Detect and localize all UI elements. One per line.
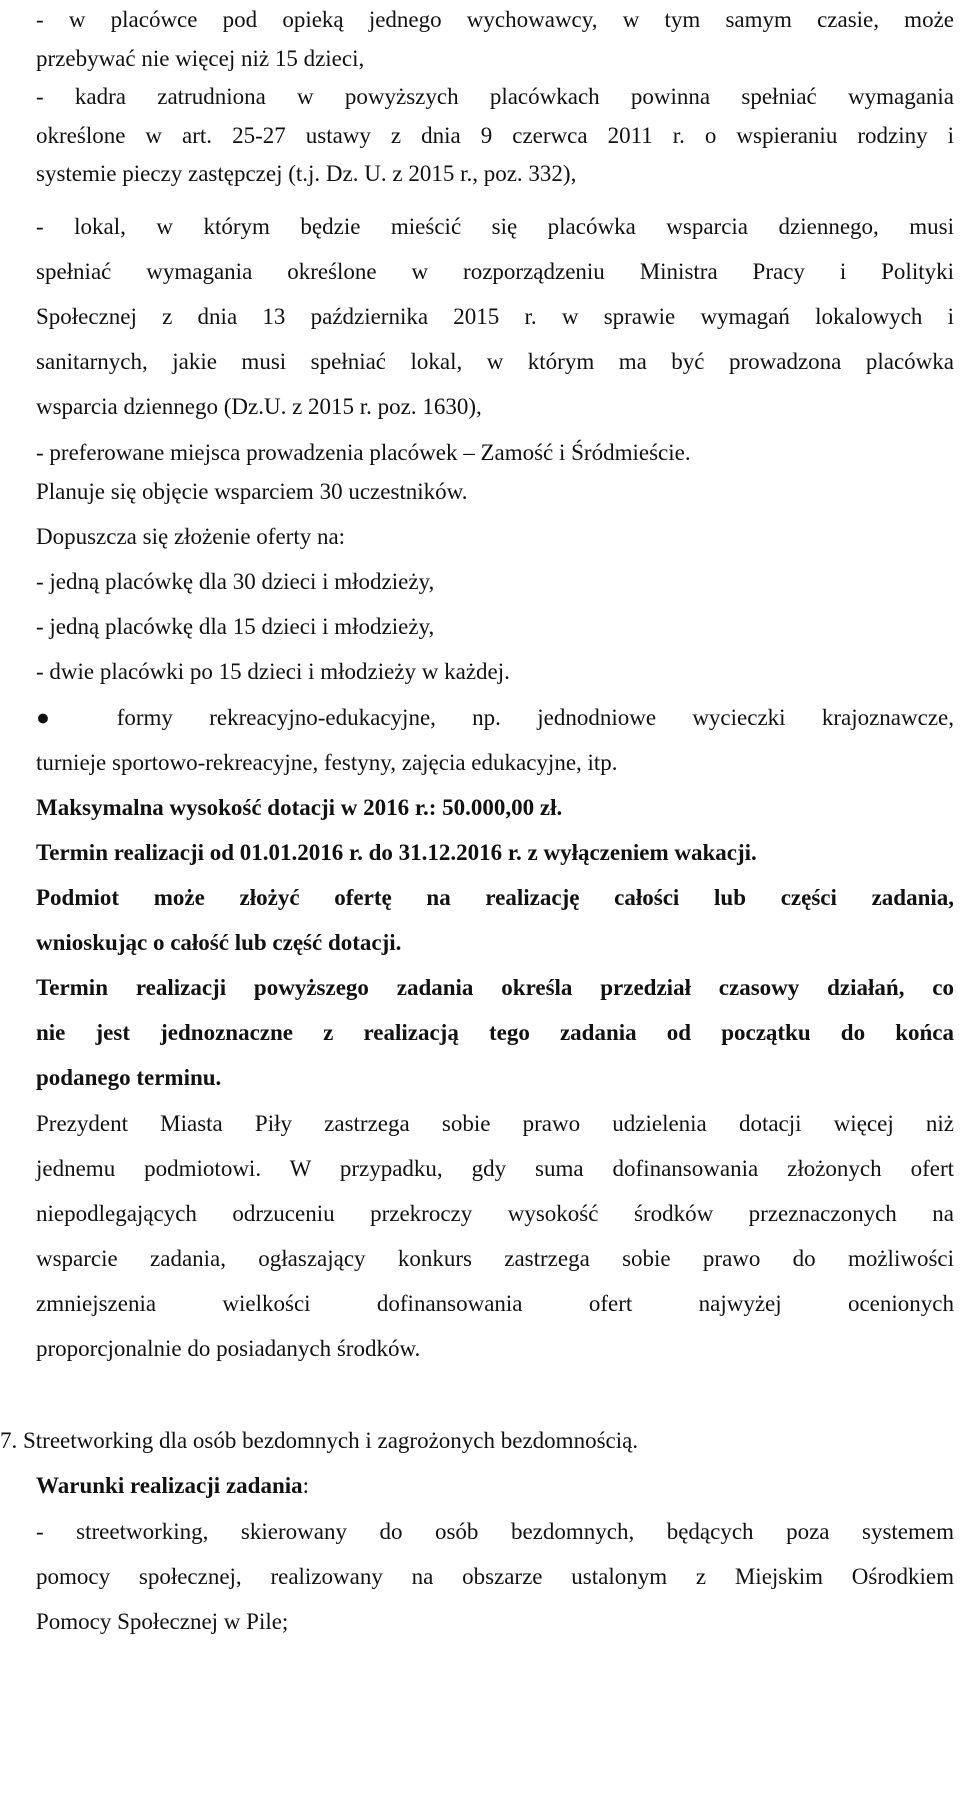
line-13: Dopuszcza się złożenie oferty na: [36,524,346,549]
line-18: turnieje sportowo-rekreacyjne, festyny, zajęcia edukacyjne, itp. [36,750,618,775]
line-23: Termin realizacji powyższego zadania określa przedział czasowy działań, co [36,975,954,1000]
line-12: Planuje się objęcie wsparciem 30 uczestników. [36,479,468,504]
line-01-text: - w placówce pod opieką jednego wychowawcy, w tym samym czasie, może [36,7,954,32]
line-16: - dwie placówki po 15 dzieci i młodzieży w każdej. [36,659,510,684]
line-31: proporcjonalnie do posiadanych środków. [36,1336,421,1361]
line-27: jednemu podmiotowi. W przypadku, gdy suma dofinansowania złożonych ofert [36,1156,954,1181]
line-05: systemie pieczy zastępczej (t.j. Dz. U. z 2015 r., poz. 332), [36,161,577,186]
line-03: - kadra zatrudniona w powyższych placówkach powinna spełniać wymagania [36,84,954,109]
line-09: sanitarnych, jakie musi spełniać lokal, w którym ma być prowadzona placówka [36,349,954,374]
term-line: Termin realizacji od 01.01.2016 r. do 31.12.2016 r. z wyłączeniem wakacji. [36,840,757,865]
line-26: Prezydent Miasta Piły zastrzega sobie prawo udzielenia dotacji więcej niż [36,1111,954,1136]
line-08: Społecznej z dnia 13 października 2015 r. w sprawie wymagań lokalowych i [36,304,954,329]
line-06: - lokal, w którym będzie mieścić się placówka wsparcia dziennego, musi [36,214,954,239]
line-07: spełniać wymagania określone w rozporządzeniu Ministra Pracy i Polityki [36,259,954,284]
line-22: wnioskując o całość lub część dotacji. [36,930,402,955]
line-37: Pomocy Społecznej w Pile; [36,1609,289,1634]
line-36: pomocy społecznej, realizowany na obszarze ustalonym z Miejskim Ośrodkiem [36,1564,954,1589]
line-14: - jedną placówkę dla 30 dzieci i młodzieży, [36,569,435,594]
line-30: zmniejszenia wielkości dofinansowania ofert najwyżej ocenionych [36,1291,954,1316]
line-04: określone w art. 25-27 ustawy z dnia 9 czerwca 2011 r. o wspieraniu rodziny i [36,123,954,148]
line-25: podanego terminu. [36,1065,222,1090]
line-15: - jedną placówkę dla 15 dzieci i młodzieży, [36,614,435,639]
line-02: przebywać nie więcej niż 15 dzieci, [36,46,365,71]
line-01 [36,5,954,35]
conditions-heading [36,1471,960,1501]
max-grant-line: Maksymalna wysokość dotacji w 2016 r.: 50.000,00 zł. [36,795,563,820]
conditions-label: Warunki realizacji zadania [36,1473,303,1498]
line-28: niepodlegających odrzuceniu przekroczy wysokość środków przeznaczonych na [36,1201,954,1226]
line-24: nie jest jednoznaczne z realizacją tego zadania od początku do końca [36,1020,954,1045]
line-35: - streetworking, skierowany do osób bezdomnych, będących poza systemem [36,1519,954,1544]
conditions-colon: : [302,1473,310,1498]
line-21: Podmiot może złożyć ofertę na realizację całości lub części zadania, [36,885,954,910]
line-17: ● formy rekreacyjno-edukacyjne, np. jednodniowe wycieczki krajoznawcze, [36,705,954,730]
line-11: - preferowane miejsca prowadzenia placówek – Zamość i Śródmieście. [36,440,691,465]
line-29: wsparcie zadania, ogłaszający konkurs zastrzega sobie prawo do możliwości [36,1246,954,1271]
section-heading: 7. Streetworking dla osób bezdomnych i zagrożonych bezdomnością. [0,1428,639,1453]
line-10: wsparcia dziennego (Dz.U. z 2015 r. poz. 1630), [36,394,482,419]
